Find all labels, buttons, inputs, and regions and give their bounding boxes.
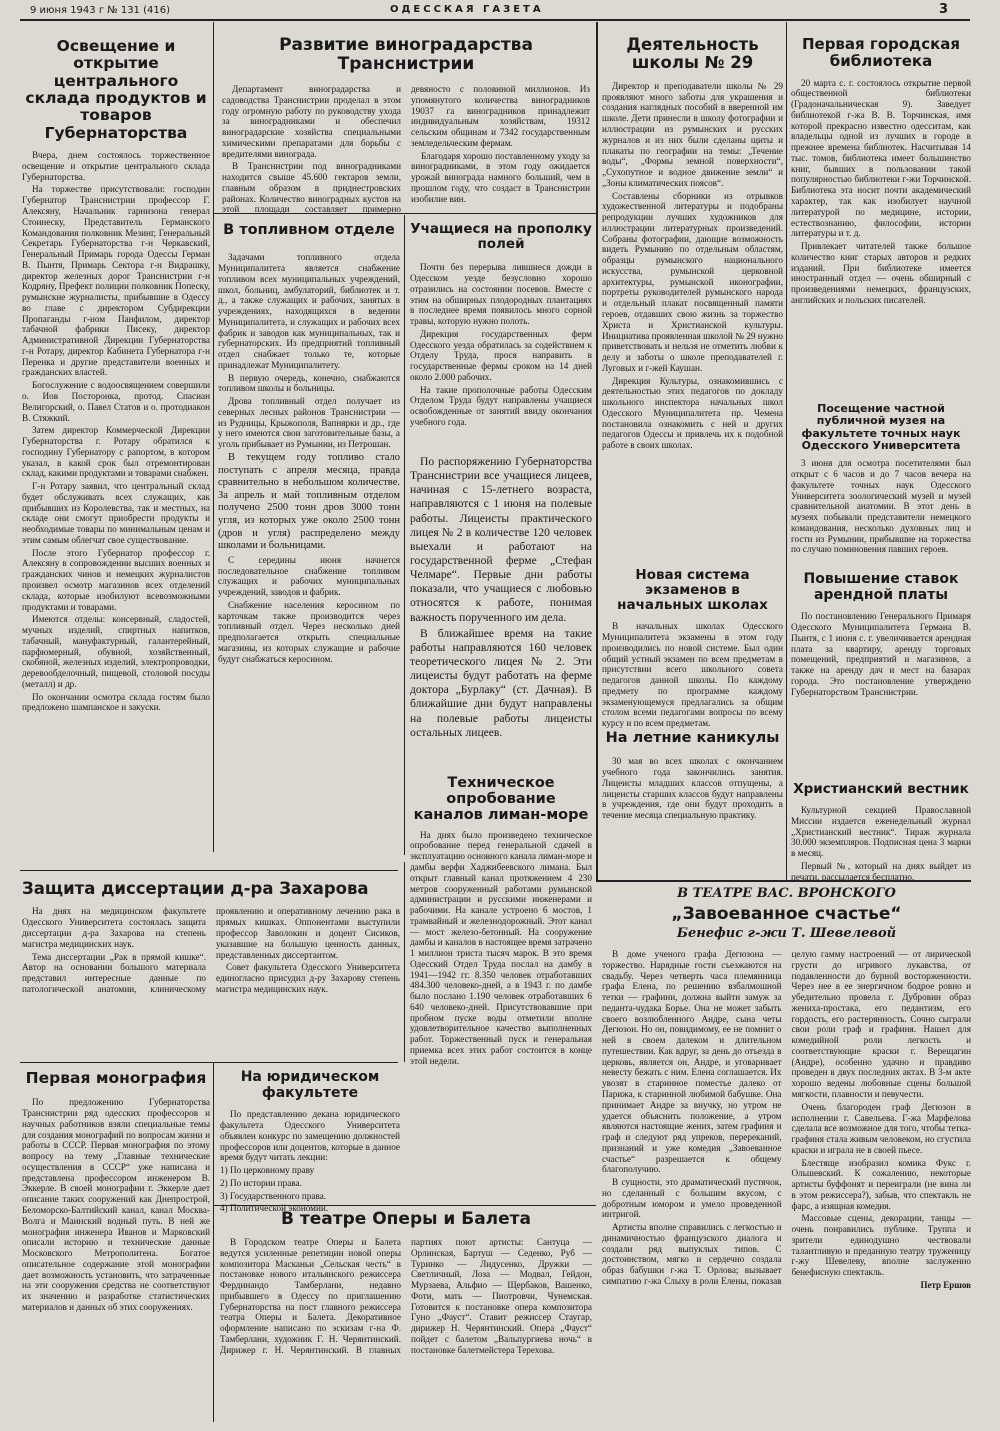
article-paragraph: Составлены сборники из отрывков художественной литературы и подобраны репродукции лучших художников для иллюстрации литературных произведений. Собраны фотографии, дающие возможность видеть Румынию по отдельным областям, образцы румынского национального искусства, румынской церковной архитектуры, румынской иконографии, портреты руководителей румынского народа и отдельный плакат посвященный памяти героев, отдавших свою жизнь за торжество Христа и Христианской культуры. Инициатива проявленная школой № 29 нужно приветствовать и нельзя не отметить любви к делу и заботы о школе преподавателей г. Луговых и г-жей Каушан. xyxy=(602,190,783,373)
article-title: На юридическом факультете xyxy=(240,1069,380,1101)
issue-date: 9 июня 1943 г № 131 (416) xyxy=(30,5,170,16)
article-title: „Завоеванное счастье“ xyxy=(671,904,902,924)
article-paragraph: Департамент виноградарства и садоводства Транснистрии проделал в этом году огромную работу по руководству ухода за виноградниками и обеспечил виноградарские хозяйства специальными химическими препаратами для борьбы с вредителями винограда. xyxy=(222,84,401,159)
article-title: Христианский вестник xyxy=(793,781,969,797)
column-rule xyxy=(213,1062,214,1422)
article-paragraph: Очень благороден граф Дегюзон в исполнении г. Савельева. Г-жа Марфелова сделала все возможное для того, чтобы тетка-графиня стала живым человеком, но сгустила краски и играла не в своей пьесе. xyxy=(791,1101,971,1155)
article-paragraph: Богослужение с водоосвящением совершили о. Иов Посторонка, протод. Спасиан Велигорский, о. Павел Статов и о. протодиакон В. Стяжкий. xyxy=(22,380,210,423)
article-paragraph: Блестяще изобразил комика Фукс г. Ольшевский. К сожалению, некоторые артисты буффонят и переиграли (не вина ли в этом режиссера?), забыв, что спектакль не фарс, а изящная комедия. xyxy=(791,1157,971,1211)
article-muzei xyxy=(791,403,971,563)
article-paragraph: Дрова топливный отдел получает из северных лесных районов Транснистрии — из Рудницы, Крыжополя, Вапнярки и др., где у него имеются свои заготовительные базы, а уголь прибывает из Румынии, из Петрошан. xyxy=(218,396,400,450)
article-paragraph: По окончании осмотра склада гостям было предложено шампанское и закуски. xyxy=(22,691,210,713)
article-paragraph: Первый №, который на днях выйдет из печати, рассылается бесплатно. xyxy=(791,860,971,882)
article-paragraph: Дирекция государственных ферм Одесского уезда обратилась за содействием к Отделу Труда, прося направить в государственные фермы сроком на 14 дней около 2.000 рабочих. xyxy=(410,328,592,382)
article-paragraph: Снабжение населения керосином по карточкам также производится через топливный отдел. Через несколько дней предполагается открыть специальные магазины, из которых служащие и рабочие будут снабжаться керосином. xyxy=(218,599,400,664)
article-paragraph: На днях было произведено техническое опробование перед генеральной сдачей в эксплуатацию основного канала лиман-море и дамбы верфи Хаджибеевского лимана. Был открыт главный канал протяжением 4 230 метров сооруженный работами румынской администрации и русскими инженерами и рабочими. На канале устроено 6 мостов, 1 трамвайный и железнодорожный. Этот канал — мост железо-бетонный. На сооружение дамбы и каналов в настоящее время затрачено 1 миллион триста тысяч марок. В это время Одесский Отдел Труда послал на дамбу в 1941—1942 гг. 8.350 человек отработавших 484.300 человеко-дней, а в 1943 г. по дамбе было послано 1.190 человек отработавших 6 640 человеко-дней. Присутствовавшие при пробном пуске воды отметили вполне удовлетворительное качество выполненных работ. Торжественный пуск и генеральная приемка всех этих работ состоится в конце этой недели. xyxy=(410,829,592,1066)
article-vestnik xyxy=(791,781,971,882)
article-biblioteka xyxy=(791,36,971,401)
header-rule xyxy=(20,19,970,21)
article-paragraph: Культурной секцией Православной Миссии издается еженедельный журнал „Христианский вестник“. Тираж журнала 30.000 экземпляров. Подписная цена 3 марки в месяц. xyxy=(791,805,971,859)
article-body xyxy=(22,906,400,995)
article-yurfak xyxy=(220,1069,400,1214)
article-ekzameny xyxy=(602,568,783,728)
article-paragraph: В начальных школах Одесского Муниципалитета экзамены в этом году производились по новой системе. Был один общий устный экзамен по всем предметам в присутствии всего школьного совета педагогов данной школы. По каждому предмету по программе каждому экзаменующемуся предлагались за общим столом всеми педагогами вопросы по всему курсу и по всем предметам. xyxy=(602,621,783,729)
article-paragraph: Дирекция Культуры, ознакомившись с деятельностью этих педагогов по докладу школьного инспектора начальных школ Одесского Муниципалитета пр. Чемена постановила ознакомить с ней и других педагогов Одессы и привлечь их к подобной работе в своих школах. xyxy=(602,375,783,451)
article-title: Защита диссертации д-ра Захарова xyxy=(22,879,369,898)
article-body xyxy=(222,84,590,215)
article-dissertacia xyxy=(22,880,400,1060)
article-paragraph: Имеются отделы: консервный, сладостей, мучных изделий, спиртных напитков, табачный, мануфактурный, галантерейный, парфюмерный, обувной, хозяйственный, скобяной, железных изделий, электропроводки, деревообделочный, пищевой, столовой посуды (металл) и др. xyxy=(22,614,210,689)
masthead: ОДЕССКАЯ ГАЗЕТА xyxy=(390,4,544,15)
section-rule xyxy=(20,870,398,871)
article-toplivo xyxy=(218,222,400,862)
article-paragraph: Привлекает читателей также большое количество книг старых авторов и редких изданий. При библиотеке имеется иностранный отдел — очень обширный с произведениями немецких, французских, английских и польских писателей. xyxy=(791,241,971,305)
article-body xyxy=(220,1237,592,1356)
page-header xyxy=(0,2,1000,18)
article-title: Развитие виноградарства Транснистрии xyxy=(279,35,533,75)
article-paragraph: Почти без перерыва лившиеся дожди в Одесском уезде безусловно хорошо отразились на состоянии посевов. Вместе с этим на обширных плодородных плантациях в последнее время появилось много сорной травы, которую нужно полоть. xyxy=(410,262,592,327)
article-title: Учащиеся на прополку полей xyxy=(410,221,592,253)
article-paragraph: 30 мая во всех школах с окончанием учебного года закончились занятия. Лицеисты младших классов отпущены, а лицеисты старших классов будут направлены в учреждения, где они будут проходить в течение месяца специальную практику. xyxy=(602,756,783,821)
article-opera xyxy=(220,1210,592,1425)
article-paragraph: Вчера, днем состоялось торжественное освещение и открытие центрального склада Губернаторства. xyxy=(22,150,210,182)
article-paragraph: Затем директор Коммерческой Дирекции Губернаторства г. Ротару обратился к господину Губернатору с рапортом, в котором указал, в какой срок был отремонтирован склад, какими продуктами и товарами снабжен. xyxy=(22,425,210,479)
article-subtitle: Бенефис г-жи Т. Шевелевой xyxy=(676,926,897,942)
article-paragraph: По предложению Губернаторства Транснистрии ряд одесских профессоров и научных работников взяли специальные темы для создания монографий по вопросам жизни и работы в СССР. Первая монография по этому вопросу на тему „Главные технические осуществления в СССР“ уже написана и представлена профессором инженером В. Эккерле. В своей монографии г. Эккерле дает описание таких сооружений как Днепрострой, Беломорско-Балтийский канал, канал Москва-Волга и Маинский водный путь. В ней же монография инженера Иванов и Марковский описали историю и технические данные Московского Метрополитена. Богатое описательное содержание этой монографии дает возможность установить, что затраченные на эти сооружения средства не соответствуют их значению и разработке статистических материалов и данных об этих сооружениях. xyxy=(22,1097,210,1312)
article-stavki xyxy=(791,572,971,772)
article-paragraph: На такие прополочные работы Одесским Отделом Труда будут направлены учащиеся освобожденные от занятий ввиду окончания учебного года. xyxy=(410,384,592,427)
article-paragraph: После этого Губернатор профессор г. Алексяну в сопровождении высших военных и гражданских чинов и немецких журналистов произвел осмотр магазинов всех отделений склада, которые изобилуют всевозможными продуктами и товарами. xyxy=(22,547,210,612)
article-paragraph: По распоряжению Губернаторства Транснистрии все учащиеся лицеев, начиная с 15-летнего возраста, направляются с 1 июня на полевые работы. Лицеисты практического лицея № 2 в количестве 120 человек выехали и работают на государственной ферме „Стефан Челмаре“. Первые дни работы показали, что учащиеся с любовью относятся к работе, понимая важность порученного им дела. xyxy=(410,455,592,624)
article-paragraph: В доме ученого графа Дегюзона — торжество. Нарядные гости съезжаются на свадьбу. Через четверть часа племянница графа Елена, по решению взбалмошной тетки — графини, должна выйти замуж за педанта-чудака Борье. Она не может забыть своего возлюбленного Андре, сына четы Дегюзон. Но он, повидимому, ее не помнит о ней в своем далеком и длительном путешествии. Как вдруг, за день до отъезда в церковь, является он, Андре, и уговаривает невесту бежать с ним. Елена соглашается. Их увозят в старинное поместье далеко от Парижа, к старинной любимой бабушке. Она принимает Андре за внучку, но утром не удается объяснить положение, а утром являются настоящие жених, затем графиня и граф и следуют ряд упреков, перереканий, признаний и уже комедия „Завоеванное счастье“ разрешается к общему благополучию. xyxy=(602,949,782,1175)
column-rule xyxy=(404,862,405,1062)
article-paragraph: Благодаря хорошо поставленному уходу за виноградниками, в этом году ожидается урожай винограда намного больший, чем в прошлом году, что создаст в Транснистрии изобилие вин. xyxy=(411,150,590,204)
article-paragraph: В Транснистрии под виноградниками находится свыше 45.600 гектаров земли, главным образом в приднестровских районах. Количество виноградных кустов на этой площади составляет примерно девяносто с половиной миллионов. Из упомянутого количества виноградников 19037 га виноградников принадлежит индивидуальным хозяйствам, 19312 сельским общинам и 7342 государственным земледельческим фермам. xyxy=(222,84,590,215)
article-signature: Петр Ершов xyxy=(920,1280,971,1290)
article-paragraph: По постановлению Генерального Примаря Одесского Муниципалитета Германа В. Пынтя, с 1 июня с. г. увеличивается арендная плата за квартиру, аренду торговых помещений, предприятий и магазинов, а также на аренду дач и мест на базарах города. Это постановление утверждено Губернаторством Транснистрии. xyxy=(791,611,971,697)
article-paragraph: Тема диссертации „Рак в прямой кишке“. Автор на основании большого материала представил интересные данные по патологической анатомии, клиническому проявлению и оперативному лечению рака в прямых кишках. Оппонентами выступили профессор Заволокин и доцент Сисиков, указавшие на большую ценность данных, представленных диссертантом. xyxy=(22,906,400,994)
article-kanikuly xyxy=(602,730,783,875)
article-paragraph: Директор и преподаватели школы № 29 проявляют много заботы для украшения и создания наглядных пособий в вверенной им школе. Дети принесли в школу фотографии и иллюстрации из румынских и русских журналов и из них были сделаны щиты и плакаты по географии на темы: „Течение воды“, „Формы земной поверхности“, „Сухопутное и водное движение земли“ и „Зоны климатических поясов“. xyxy=(602,80,783,188)
article-title: Повышение ставок арендной платы xyxy=(803,571,959,603)
article-title: Первая монография xyxy=(25,1069,207,1087)
article-paragraph: 2) По истории права. xyxy=(220,1177,302,1188)
article-paragraph: 4) Политической экономии. xyxy=(220,1203,329,1214)
article-body xyxy=(602,949,971,1290)
article-paragraph: На днях на медицинском факультете Одесского Университета состоялась защита диссертации д-ра Захарова на степень магистра медицинских наук. xyxy=(22,906,206,949)
article-title: Техническое опробование каналов лиман-море xyxy=(413,775,589,824)
article-paragraph: Артисты вполне справились с легкостью и динамичностью французского диалога и создали ряд выпуклых типов. С достоинством, мягко и сердечно создала образ бабушки г-жа Т. Орлова; вызывает симпатию г-жа Слыху в роли Елены, показав целую гамму настроений — от лирической грусти до игривого лукавства, от подавленности до бурной восторженности. Через нее в ее энергичном бодрое ровно и убедительно провела г. Дубровин образ жениха-простака, его педантизм, его гордость, его растерянность. Сочно сыграли свои роли граф и графиня. Нашел для комедийной роли легкость и соответствующие краски г. Верещагин (Андре), особенно удачно и правдиво проведен в двух последних актах. В 3-м акте хорошо ведены любовные сцены большой мягкости, плавности и певучести. xyxy=(602,949,971,1286)
article-paragraph: Массовые сцены, декорации, танцы — очень понравились публике. Труппа и зрители единодушно чествовали талантливую и преданную театру труженицу г-жу Шевелеву, вполне заслуженно бенефисную спектакль. xyxy=(791,1213,971,1278)
article-vinogradarstvo xyxy=(222,35,590,215)
article-teatr-vronskogo xyxy=(602,886,971,1426)
article-propolka xyxy=(410,222,592,432)
article-paragraph: На торжестве присутствовали: господин Губернатор Транснистрии профессор Г. Алексяну, Начальник гарнизона генерал Стоинеску, Представитель Германского Командования полковник Мезинг, Генеральный Секретарь Губернаторства г-н Черкавский, Генеральный Примарь города Одессы Герман В. Пынтя, Примарь Сектора г-н Видрашку, директор железных дорог Транснистрии г-н Кодряну, Префект полиции полковник Попеску, румынские журналисты, прибывшие в Одессу во главе с директором Субдирекции Пропаганды г-ном Панфилом, директор табачной фабрики Писеку, директор Административной Дирекции Губернаторства г-н Ротару, директор Кабинета Губернатора г-н Перенка и другие представители военных и гражданских властей. xyxy=(22,184,210,378)
article-title: Посещение частной публичной музея на факультете точных наук Одесского Университета xyxy=(801,402,961,452)
article-school29 xyxy=(602,36,783,556)
article-title: В топливном отделе xyxy=(223,222,395,238)
article-monografia xyxy=(22,1070,210,1425)
article-paragraph: 3 июня для осмотра посетителями был открыт с 6 часов и до 7 часов вечера на факультете точных наук Одесского Университета зоологический музей и музей сравнительной анатомии. В этот день в музеях побывали представители немецкого командования, несколько духовных лиц и гости из Румынии, прибывшие на торжества по случаю поминовения павших героев. xyxy=(791,458,971,555)
article-paragraph: В первую очередь, конечно, снабжаются топливом школы и больницы. xyxy=(218,372,400,394)
article-licei xyxy=(410,455,592,770)
article-paragraph: Г-н Ротару заявил, что центральный склад будет обслуживать всех служащих, как прибывших из Королевства, так и местных, на складе они смогут приобрести продукты и необходимые товары по минимальным ценам и этим самым облегчат свое существование. xyxy=(22,481,210,545)
article-title: Новая система экзаменов в начальных школах xyxy=(617,567,768,614)
article-paragraph: В ближайшее время на такие работы направляются 160 человек теоретического лицея № 2. Эти лицеисты будут работать на ферме доктора „Бурлаку“ (ст. Дачная). В ближайшие дни будут направлены на полевые работы лицеисты остальных лицеев. xyxy=(410,626,592,739)
column-rule xyxy=(786,22,787,882)
article-paragraph: Задачами топливного отдела Муниципалитета является снабжение топливом всех муниципальных учреждений, школ, больниц, амбулаторий, библиотек и т. д., а также служащих и рабочих, занятых в учреждениях, находящихся в ведении Муниципалитета, и служащих и рабочих всех фабрик и заводов как муниципальных, так и губернаторских. Из предприятий топливный отдел снабжает только те, которые принадлежат Муниципалитету. xyxy=(218,252,400,370)
article-paragraph: 20 марта с. г. состоялось открытие первой общественной библиотеки (Градоначальническая 9). Заведует библиотекой г-жа В. В. Торчинская, имя которой прекрасно известно одесситам, как владельцы одной из лучших в городе в прежнее времена библиотек. Насчитывая 14 тыс. томов, библиотека имеет большинство книг, бывших в пользовании такой популярностью библиотеки г-жи Торчинской. Библиотека эта носит почти академический характер, так как изобилует научной литературой по медицине, истории, естествознанию, философии, истории литературы и т. д. xyxy=(791,77,971,239)
article-kicker: В ТЕАТРЕ ВАС. ВРОНСКОГО xyxy=(677,886,896,901)
article-paragraph: 3) Государственного права. xyxy=(220,1190,327,1201)
section-rule xyxy=(20,1062,398,1063)
article-title: Первая городская библиотека xyxy=(801,35,961,70)
article-paragraph: В сущности, это драматический пустячок, но сделанный с большим вкусом, с добротным юмором и умело проведенной интригой. xyxy=(602,1177,782,1220)
article-title: Освещение и открытие центрального склада продуктов и товаров Губернаторства xyxy=(25,37,207,142)
column-rule xyxy=(596,22,598,882)
article-title: На летние каникулы xyxy=(605,730,780,746)
column-rule xyxy=(404,215,405,855)
page-number: 3 xyxy=(938,2,948,17)
column-rule xyxy=(213,22,214,852)
article-paragraph: По представлению декана юридического факультета Одесского Университета объявлен конкурс по замещению должностей профессоров или доцентов, которые в данное время будут читать лекции: xyxy=(220,1109,400,1163)
article-paragraph: В Городском театре Оперы и Балета ведутся усиленные репетиции новой оперы композитора Масканьи „Сельская честь“ в постановке нового итальянского режиссера Фердинандо Тамберлани, недавно прибывшего в Одессу по приглашению Губернаторства на пост главного режиссера театра Оперы и Балета. Декоративное оформление написано по эскизам г-на Ф. Тамберлани, художник Г. Н. Черянтинский. Дирижер г. Н. Черянтинский. В главных партиях поют артисты: Сантуца — Орлинская, Бартуш — Седенко, Руб — Туринко — Лидусенко, Дружки — Светличный, Лоза — Модвал, Гейдон, Мурзаева, Альфио — Щербаков, Вашенко, Фоти, мать — Пиотровчи, Чунемская. Готовится к постановке опера композитора Гуно „Фауст“. Ставит режиссер Стаугар, дирижер Н. Черянтинский. Опера „Фауст“ пойдет с балетом „Вальпургиева ночь“ в постановке балетмейстера Терехова. xyxy=(220,1237,592,1355)
article-sklad xyxy=(22,38,210,868)
article-paragraph: С середины июня начнется последовательное снабжение топливом служащих и рабочих муниципальных учреждений, заводов и фабрик. xyxy=(218,554,400,598)
article-paragraph: 1) По церковному праву xyxy=(220,1165,315,1176)
article-title: В театре Оперы и Балета xyxy=(281,1209,531,1229)
article-paragraph: В текущем году топливо стало поступать с апреля месяца, правда сравнительно в небольшом количестве. За апрель и май топливным отделом получено 2500 тонн дров 3000 тонн угля, из которых уже около 2500 тонн (дров и угля) распределено между школами и больницами. xyxy=(218,452,400,552)
article-title: Деятельность школы № 29 xyxy=(626,35,759,73)
article-paragraph: Совет факультета Одесского Университета единогласно присудил д-ру Захарову степень магистра медицинских наук. xyxy=(216,962,400,994)
